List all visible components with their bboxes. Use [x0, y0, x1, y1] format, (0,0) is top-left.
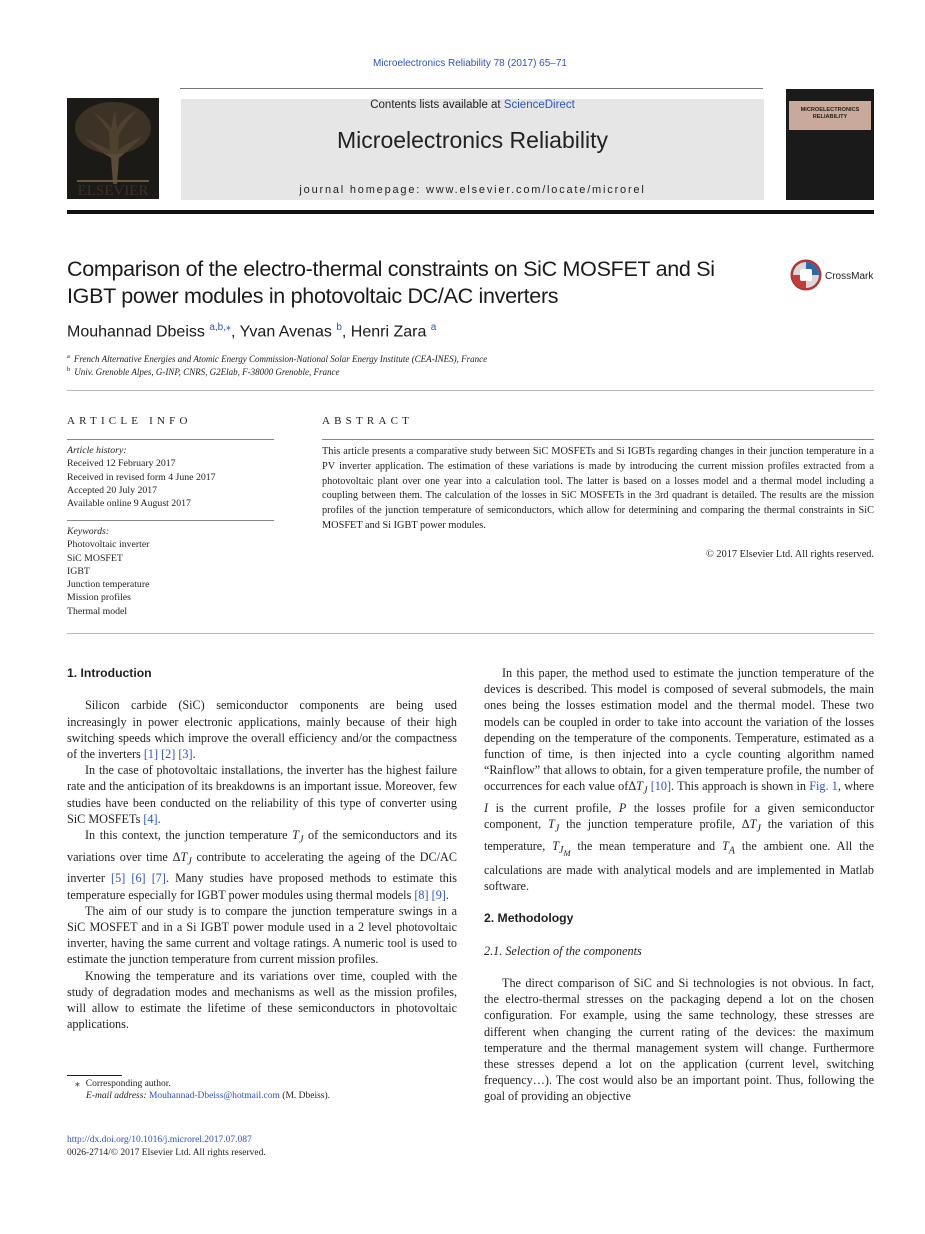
corresponding-star[interactable]: ⁎	[226, 322, 232, 333]
affiliation-mark: b	[67, 366, 71, 373]
sciencedirect-link[interactable]: ScienceDirect	[503, 99, 575, 111]
paragraph: Silicon carbide (SiC) semiconductor components are being used increasingly in power electronic applications, mainly because of their high switching speeds which improve the overall efficiency and/or the compactness of the inverters [1] [2] [3].	[67, 698, 457, 761]
history-item: Accepted 20 July 2017	[67, 484, 158, 496]
section-heading-methodology: 2. Methodology	[484, 911, 574, 926]
elsevier-logo	[67, 98, 159, 199]
doi-link[interactable]: http://dx.doi.org/10.1016/j.microrel.2017.07.087	[67, 1135, 252, 1145]
citation-link[interactable]: [8] [9]	[414, 887, 446, 902]
author-name[interactable]: Henri Zara	[350, 323, 427, 341]
journal-title: Microelectronics Reliability	[337, 127, 608, 153]
author-list: Mouhannad Dbeiss $^{a,b,⁎}$, Yvan Avenas $^b$, Henri Zara $^a$	[67, 322, 437, 341]
email-link[interactable]: Mouhannad-Dbeiss@hotmail.com	[148, 1091, 280, 1101]
keyword: Photovoltaic inverter	[67, 539, 150, 551]
history-label: Article history:	[67, 445, 127, 456]
author-name[interactable]: Mouhannad Dbeiss	[67, 323, 205, 341]
keywords-block	[67, 525, 149, 618]
section-divider	[67, 633, 874, 634]
history-item: Received 12 February 2017	[67, 458, 176, 470]
paragraph: The direct comparison of SiC and Si technologies is not obvious. In fact, the electro-thermal stresses on the packaging depend a lot on the chosen configuration. For example, using the same technology, these stresses are different when changing the current rating of the devices: the maximum temperature and the thermal management system will change. Furthermore these stresses depend a lot on the application (current level, switching frequency…). The cost would also be an important point. Thus, following the goal of providing an objective	[484, 975, 874, 1104]
citation-link[interactable]: [1] [2] [3]	[143, 747, 193, 761]
footnote-corresponding: ⁎ Corresponding author.	[75, 1079, 171, 1089]
publisher-logo-text: ELSEVIER	[77, 183, 149, 199]
email-owner: (M. Dbeiss).	[282, 1091, 331, 1101]
affiliation-b	[67, 366, 340, 377]
journal-homepage[interactable]: journal homepage: www.elsevier.com/locate/microrel	[299, 184, 646, 196]
keyword: Junction temperature	[67, 579, 150, 591]
author-affil-marks[interactable]: a,b,	[209, 322, 227, 333]
abstract-rule	[322, 439, 874, 440]
crossmark-label[interactable]: CrossMark	[825, 271, 874, 282]
abstract-heading: ABSTRACT	[322, 415, 414, 427]
section-heading-introduction: 1. Introduction	[67, 666, 152, 680]
paragraph: The aim of our study is to compare the junction temperature swings in a SiC MOSFET and in a Si IGBT power module used in a 2 level photovoltaic inverter, having the same current and voltage ratings. A numeric tool is used to estimate the junction temperature from current mission profiles.	[67, 903, 457, 967]
affiliation-a	[67, 353, 487, 364]
journal-cover-title	[789, 107, 871, 121]
citation-link[interactable]: [10]	[650, 779, 672, 794]
cover-title-line2: RELIABILITY	[812, 114, 848, 120]
keyword: IGBT	[67, 565, 90, 577]
paragraph: In the case of photovoltaic installations, the inverter has the highest failure rate and the anticipation of its breakdowns is an important issue. Moreover, few studies have been conducted on the reliability of this type of converter using SiC MOSFETs [4].	[67, 763, 457, 826]
body-left-column	[67, 665, 457, 1032]
keyword: Mission profiles	[67, 592, 131, 604]
issn-copyright: 0026-2714/© 2017 Elsevier Ltd. All rights reserved.	[67, 1148, 266, 1158]
paragraph: In this context, the junction temperature $T_J$ of the semiconductors and its variations over time $\Delta T_J$ contribute to accelerating the ageing of the DC/AC inverter [5] [6] [7]. Many studies have proposed methods to estimate this temperature especially for IGBT power modules using thermal models [8] [9].	[67, 828, 458, 902]
article-history	[67, 444, 216, 510]
author-affil-marks[interactable]: b	[336, 322, 342, 333]
header-thick-rule	[67, 210, 874, 214]
article-info-rule	[67, 439, 274, 440]
affiliation-text: Univ. Grenoble Alpes, G-INP, CNRS, G2Elab, F-38000 Grenoble, France	[74, 367, 340, 377]
article-info-heading: ARTICLE INFO	[67, 415, 192, 427]
history-item: Received in revised form 4 June 2017	[67, 471, 216, 483]
article-title: Comparison of the electro-thermal constraints on SiC MOSFET and Si IGBT power modules in photovoltaic DC/AC inverters	[67, 257, 715, 308]
keywords-rule	[67, 520, 274, 521]
author-affil-marks[interactable]: a	[430, 322, 437, 333]
cover-title-line1: MICROELECTRONICS	[800, 107, 860, 113]
footnote-email	[86, 1091, 330, 1101]
history-item: Available online 9 August 2017	[67, 498, 191, 510]
keyword: Thermal model	[67, 605, 128, 617]
keyword: SiC MOSFET	[67, 552, 123, 564]
citation-link[interactable]: [4]	[143, 811, 158, 826]
author-name[interactable]: Yvan Avenas	[239, 323, 332, 341]
subsection-heading: 2.1. Selection of the components	[484, 943, 642, 958]
section-divider	[67, 390, 874, 391]
paragraph: In this paper, the method used to estimate the junction temperature of the devices is described. This model is composed of several submodels, the main ones being the losses estimation model and the thermal model. These two models can be coupled in order to take into account the variation of the losses depending on the temperature of the components. Temperature, estimated as a function of time, is then injected into a cycle counting algorithm named “Rainflow” that allows to obtain, for a given temperature profile, the number of occurrences for each value ofΔT$_J$ [10]. This approach is shown in Fig. 1, where I is the current profile, P the losses profile for a given semiconductor component, $T_J$ the junction temperature profile, $\Delta T_J$ the variation of this temperature, $T_{J_M}$ the mean temperature and $T_A$ the ambient one. All the calculations are made with analytical models and are implemented in Matlab software.	[484, 666, 875, 893]
contents-prefix: Contents lists available at	[370, 99, 504, 111]
contents-line	[181, 99, 764, 111]
email-label: E-mail address:	[86, 1091, 147, 1101]
affiliation-mark: a	[67, 353, 70, 360]
elsevier-tree-icon	[67, 98, 159, 199]
paragraph: Knowing the temperature and its variations over time, coupled with the study of degradation modes and mechanisms as well as the mission profiles, will allow to estimate the lifetime of these semiconductors in photovoltaic applications.	[67, 968, 457, 1032]
citation-link[interactable]: [5] [6] [7]	[111, 871, 166, 886]
journal-citation[interactable]: Microelectronics Reliability 78 (2017) 65–71	[373, 58, 567, 69]
abstract-text: This article presents a comparative study between SiC MOSFETs and Si IGBTs regarding changes in their junction temperature in a PV inverter application. The estimation of these variations is made by introducing the current mission profiles extracted from a photovoltaic plant over one year into a calculation tool. The latter is based on a losses model and a thermal model including a coupling between them. The calculation of the losses in SiC MOSFETs in the 3rd quadrant is detailed. The results are the mission profiles of the junction temperature of semiconductors, which allow for determining and comparing the thermal constraints in SiC MOSFET and Si IGBT power modules.	[322, 446, 874, 531]
footnote-star: ⁎	[75, 1079, 80, 1089]
body-right-column	[484, 665, 874, 1105]
affiliation-text: French Alternative Energies and Atomic Energy Commission-National Solar Energy Institute (CEA-INES), France	[73, 354, 488, 364]
figure-link[interactable]: Fig. 1	[809, 779, 838, 794]
abstract-copyright: © 2017 Elsevier Ltd. All rights reserved.	[706, 549, 874, 560]
header-divider	[180, 88, 763, 89]
keywords-label: Keywords:	[67, 526, 110, 537]
footnote-rule	[67, 1075, 122, 1076]
